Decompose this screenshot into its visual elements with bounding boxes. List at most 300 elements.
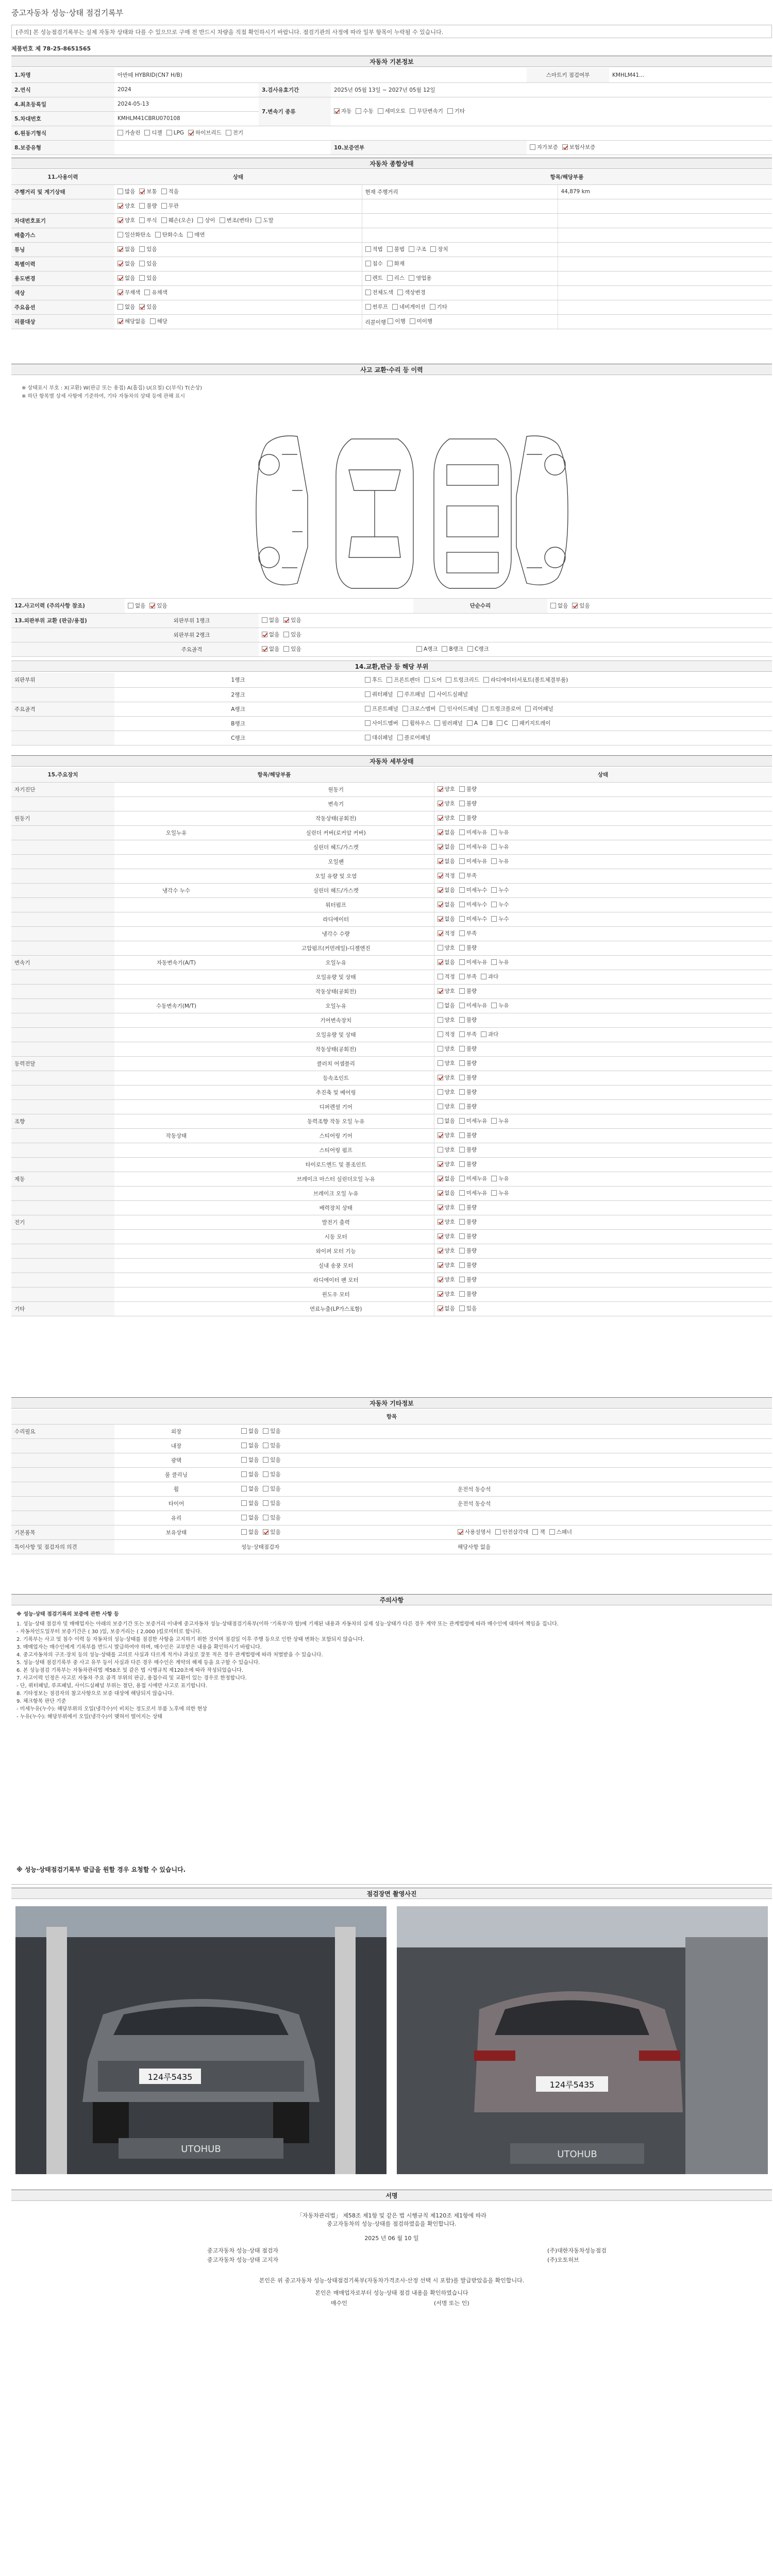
checkbox-option[interactable] [440, 705, 478, 713]
checkbox-option[interactable] [166, 130, 184, 136]
checkbox-option[interactable] [128, 602, 145, 609]
checkbox-icon[interactable] [512, 720, 518, 726]
checkbox-option[interactable] [459, 1045, 477, 1053]
checkbox-option[interactable] [491, 901, 509, 908]
checkbox-icon[interactable] [150, 318, 156, 324]
checkbox-option[interactable] [438, 929, 455, 937]
checkbox-option[interactable] [144, 129, 162, 137]
checkbox-icon[interactable] [438, 815, 443, 821]
checkbox-icon[interactable] [161, 217, 167, 223]
checkbox-icon[interactable] [241, 1457, 247, 1463]
checkbox-icon[interactable] [491, 1003, 497, 1008]
checkbox-option[interactable] [467, 720, 478, 726]
checkbox-option[interactable] [334, 107, 351, 115]
checkbox-option[interactable] [262, 616, 279, 624]
checkbox-option[interactable] [459, 1103, 477, 1110]
checkbox-icon[interactable] [241, 1443, 247, 1448]
checkbox-icon[interactable] [187, 232, 193, 238]
checkbox-icon[interactable] [241, 1500, 247, 1506]
checkbox-icon[interactable] [409, 275, 414, 281]
checkbox-icon[interactable] [416, 646, 422, 652]
checkbox-icon[interactable] [241, 1471, 247, 1477]
checkbox-icon[interactable] [438, 801, 443, 806]
checkbox-option[interactable] [459, 1204, 477, 1211]
checkbox-icon[interactable] [429, 691, 435, 697]
checkbox-icon[interactable] [440, 706, 445, 711]
checkbox-option[interactable] [263, 1456, 280, 1464]
checkbox-option[interactable] [365, 260, 383, 267]
checkbox-icon[interactable] [356, 108, 361, 114]
checkbox-option[interactable] [438, 1304, 455, 1312]
checkbox-icon[interactable] [410, 318, 415, 324]
checkbox-option[interactable] [482, 720, 493, 726]
checkbox-icon[interactable] [438, 1089, 443, 1095]
checkbox-icon[interactable] [459, 1003, 465, 1008]
checkbox-option[interactable] [459, 901, 488, 908]
checkbox-icon[interactable] [424, 677, 430, 683]
checkbox-icon[interactable] [438, 786, 443, 792]
checkbox-icon[interactable] [386, 677, 392, 683]
checkbox-icon[interactable] [263, 1515, 268, 1520]
checkbox-icon[interactable] [459, 1219, 465, 1225]
checkbox-option[interactable] [438, 1002, 455, 1009]
checkbox-option[interactable] [481, 973, 498, 980]
checkbox-icon[interactable] [241, 1529, 247, 1535]
checkbox-option[interactable] [397, 289, 426, 296]
checkbox-option[interactable] [187, 231, 205, 239]
checkbox-icon[interactable] [365, 261, 371, 266]
checkbox-icon[interactable] [438, 902, 443, 907]
checkbox-icon[interactable] [117, 232, 123, 238]
checkbox-option[interactable] [491, 886, 509, 894]
checkbox-icon[interactable] [365, 275, 371, 281]
checkbox-icon[interactable] [128, 603, 133, 608]
checkbox-icon[interactable] [459, 1118, 465, 1124]
checkbox-icon[interactable] [263, 1529, 268, 1535]
checkbox-option[interactable] [438, 1189, 455, 1197]
checkbox-icon[interactable] [263, 1457, 268, 1463]
checkbox-icon[interactable] [525, 706, 531, 711]
checkbox-option[interactable] [139, 303, 157, 311]
checkbox-option[interactable] [497, 720, 508, 726]
checkbox-option[interactable] [459, 958, 488, 966]
checkbox-option[interactable] [459, 785, 477, 793]
checkbox-icon[interactable] [459, 1132, 465, 1138]
checkbox-option[interactable] [459, 1002, 488, 1009]
checkbox-icon[interactable] [459, 1017, 465, 1023]
checkbox-icon[interactable] [365, 677, 371, 683]
checkbox-icon[interactable] [459, 1248, 465, 1253]
checkbox-option[interactable] [365, 289, 394, 296]
checkbox-option[interactable] [549, 1528, 572, 1536]
checkbox-option[interactable] [117, 188, 135, 195]
checkbox-option[interactable] [491, 843, 509, 851]
checkbox-option[interactable] [459, 886, 488, 894]
checkbox-option[interactable] [263, 1499, 280, 1507]
checkbox-icon[interactable] [438, 1031, 443, 1037]
checkbox-option[interactable] [491, 1002, 509, 1009]
checkbox-option[interactable] [365, 705, 398, 713]
checkbox-icon[interactable] [365, 735, 371, 740]
checkbox-option[interactable] [424, 676, 442, 684]
checkbox-option[interactable] [459, 1218, 477, 1226]
checkbox-icon[interactable] [263, 1428, 268, 1434]
checkbox-option[interactable] [378, 107, 406, 115]
checkbox-option[interactable] [392, 303, 426, 311]
checkbox-option[interactable] [117, 231, 151, 239]
checkbox-option[interactable] [149, 602, 167, 609]
checkbox-icon[interactable] [459, 1046, 465, 1052]
checkbox-option[interactable] [438, 814, 455, 822]
checkbox-icon[interactable] [397, 691, 403, 697]
checkbox-option[interactable] [459, 857, 488, 865]
checkbox-icon[interactable] [491, 916, 497, 922]
checkbox-icon[interactable] [438, 916, 443, 922]
checkbox-option[interactable] [139, 274, 157, 282]
checkbox-icon[interactable] [334, 108, 340, 114]
checkbox-icon[interactable] [139, 203, 145, 209]
checkbox-icon[interactable] [495, 1529, 501, 1535]
checkbox-option[interactable] [365, 245, 383, 253]
checkbox-option[interactable] [139, 245, 157, 253]
checkbox-option[interactable] [429, 690, 468, 698]
checkbox-icon[interactable] [572, 603, 578, 608]
checkbox-option[interactable] [410, 107, 443, 115]
checkbox-icon[interactable] [241, 1428, 247, 1434]
checkbox-option[interactable] [241, 1442, 259, 1449]
checkbox-icon[interactable] [365, 246, 371, 252]
checkbox-icon[interactable] [483, 677, 489, 683]
checkbox-option[interactable] [197, 216, 215, 224]
checkbox-icon[interactable] [117, 189, 123, 194]
checkbox-option[interactable] [438, 1247, 455, 1255]
checkbox-option[interactable] [459, 1290, 477, 1298]
checkbox-icon[interactable] [459, 1262, 465, 1268]
checkbox-option[interactable] [442, 645, 463, 653]
checkbox-icon[interactable] [139, 217, 145, 223]
checkbox-icon[interactable] [438, 829, 443, 835]
checkbox-option[interactable] [459, 929, 477, 937]
checkbox-icon[interactable] [459, 916, 465, 922]
checkbox-option[interactable] [161, 202, 179, 210]
checkbox-icon[interactable] [459, 1176, 465, 1181]
checkbox-option[interactable] [438, 886, 455, 894]
checkbox-option[interactable] [155, 231, 183, 239]
checkbox-option[interactable] [365, 719, 398, 727]
checkbox-icon[interactable] [438, 1003, 443, 1008]
checkbox-option[interactable] [262, 631, 279, 638]
checkbox-icon[interactable] [378, 108, 383, 114]
checkbox-option[interactable] [491, 857, 509, 865]
checkbox-icon[interactable] [562, 144, 568, 150]
checkbox-icon[interactable] [197, 217, 203, 223]
checkbox-icon[interactable] [438, 1248, 443, 1253]
checkbox-option[interactable] [491, 1189, 509, 1197]
checkbox-icon[interactable] [434, 720, 440, 726]
checkbox-icon[interactable] [459, 1060, 465, 1066]
checkbox-option[interactable] [409, 245, 426, 253]
checkbox-icon[interactable] [459, 902, 465, 907]
checkbox-icon[interactable] [263, 1443, 268, 1448]
checkbox-icon[interactable] [481, 1031, 486, 1037]
checkbox-option[interactable] [241, 1499, 259, 1507]
checkbox-icon[interactable] [438, 930, 443, 936]
checkbox-icon[interactable] [438, 1219, 443, 1225]
checkbox-option[interactable] [459, 1247, 477, 1255]
checkbox-icon[interactable] [188, 130, 194, 135]
checkbox-icon[interactable] [459, 1147, 465, 1153]
checkbox-option[interactable] [532, 1528, 545, 1536]
checkbox-icon[interactable] [166, 130, 172, 135]
checkbox-icon[interactable] [438, 1132, 443, 1138]
checkbox-icon[interactable] [438, 1046, 443, 1052]
checkbox-option[interactable] [438, 1059, 455, 1067]
checkbox-option[interactable] [438, 1218, 455, 1226]
checkbox-option[interactable] [438, 1030, 455, 1038]
checkbox-option[interactable] [220, 216, 252, 224]
checkbox-icon[interactable] [497, 720, 502, 726]
checkbox-icon[interactable] [481, 974, 486, 979]
checkbox-icon[interactable] [491, 959, 497, 965]
checkbox-icon[interactable] [149, 603, 155, 608]
checkbox-icon[interactable] [491, 858, 497, 864]
checkbox-option[interactable] [438, 1088, 455, 1096]
checkbox-icon[interactable] [241, 1515, 247, 1520]
checkbox-icon[interactable] [459, 858, 465, 864]
checkbox-icon[interactable] [283, 617, 289, 623]
checkbox-option[interactable] [438, 1131, 455, 1139]
checkbox-icon[interactable] [220, 217, 225, 223]
checkbox-option[interactable] [438, 973, 455, 980]
checkbox-icon[interactable] [438, 1306, 443, 1311]
checkbox-option[interactable] [365, 734, 393, 741]
checkbox-option[interactable] [117, 289, 140, 296]
checkbox-icon[interactable] [459, 945, 465, 951]
checkbox-option[interactable] [150, 317, 167, 325]
checkbox-icon[interactable] [459, 829, 465, 835]
checkbox-option[interactable] [386, 676, 420, 684]
checkbox-option[interactable] [438, 1276, 455, 1283]
checkbox-option[interactable] [241, 1470, 259, 1478]
checkbox-icon[interactable] [392, 304, 398, 310]
checkbox-option[interactable] [491, 828, 509, 836]
checkbox-icon[interactable] [409, 246, 414, 252]
checkbox-icon[interactable] [117, 130, 123, 135]
checkbox-icon[interactable] [438, 1205, 443, 1210]
checkbox-option[interactable] [241, 1528, 259, 1536]
checkbox-icon[interactable] [459, 1075, 465, 1080]
checkbox-option[interactable] [410, 317, 432, 325]
checkbox-icon[interactable] [365, 706, 371, 711]
checkbox-icon[interactable] [438, 1176, 443, 1181]
checkbox-option[interactable] [430, 245, 448, 253]
checkbox-icon[interactable] [438, 1161, 443, 1167]
checkbox-option[interactable] [139, 202, 157, 210]
checkbox-icon[interactable] [459, 930, 465, 936]
checkbox-icon[interactable] [491, 844, 497, 850]
checkbox-option[interactable] [438, 1045, 455, 1053]
checkbox-option[interactable] [481, 1030, 498, 1038]
checkbox-option[interactable] [283, 631, 301, 638]
checkbox-option[interactable] [483, 676, 568, 684]
checkbox-icon[interactable] [438, 1017, 443, 1023]
checkbox-option[interactable] [365, 303, 388, 311]
checkbox-option[interactable] [365, 690, 393, 698]
checkbox-icon[interactable] [397, 735, 403, 740]
checkbox-option[interactable] [263, 1514, 280, 1521]
checkbox-option[interactable] [402, 719, 431, 727]
checkbox-icon[interactable] [263, 1486, 268, 1492]
checkbox-option[interactable] [438, 1204, 455, 1211]
checkbox-option[interactable] [459, 1276, 477, 1283]
checkbox-icon[interactable] [530, 144, 535, 150]
checkbox-option[interactable] [263, 1442, 280, 1449]
checkbox-option[interactable] [459, 1304, 477, 1312]
checkbox-option[interactable] [491, 915, 509, 923]
checkbox-icon[interactable] [283, 632, 289, 637]
checkbox-icon[interactable] [442, 646, 447, 652]
checkbox-icon[interactable] [532, 1529, 538, 1535]
checkbox-option[interactable] [438, 1103, 455, 1110]
checkbox-option[interactable] [459, 915, 488, 923]
checkbox-option[interactable] [438, 1146, 455, 1154]
checkbox-option[interactable] [491, 958, 509, 966]
checkbox-option[interactable] [438, 944, 455, 952]
checkbox-icon[interactable] [459, 1277, 465, 1282]
checkbox-option[interactable] [459, 1117, 488, 1125]
checkbox-option[interactable] [139, 216, 157, 224]
checkbox-icon[interactable] [438, 1262, 443, 1268]
checkbox-icon[interactable] [226, 130, 231, 135]
checkbox-icon[interactable] [241, 1486, 247, 1492]
checkbox-icon[interactable] [117, 217, 123, 223]
checkbox-icon[interactable] [283, 646, 289, 652]
checkbox-icon[interactable] [458, 1529, 463, 1535]
checkbox-icon[interactable] [459, 1306, 465, 1311]
checkbox-icon[interactable] [438, 1277, 443, 1282]
checkbox-icon[interactable] [117, 246, 123, 252]
checkbox-icon[interactable] [117, 318, 123, 324]
checkbox-option[interactable] [117, 274, 135, 282]
checkbox-option[interactable] [117, 216, 135, 224]
checkbox-option[interactable] [459, 1088, 477, 1096]
checkbox-icon[interactable] [262, 632, 267, 637]
checkbox-icon[interactable] [482, 706, 488, 711]
checkbox-option[interactable] [161, 216, 194, 224]
checkbox-option[interactable] [447, 107, 465, 115]
checkbox-icon[interactable] [438, 1104, 443, 1109]
checkbox-option[interactable] [438, 901, 455, 908]
checkbox-icon[interactable] [446, 677, 451, 683]
checkbox-option[interactable] [459, 843, 488, 851]
checkbox-option[interactable] [446, 676, 479, 684]
checkbox-option[interactable] [438, 1261, 455, 1269]
checkbox-icon[interactable] [467, 646, 473, 652]
checkbox-icon[interactable] [387, 261, 393, 266]
checkbox-icon[interactable] [438, 988, 443, 994]
checkbox-icon[interactable] [459, 873, 465, 878]
checkbox-icon[interactable] [438, 1190, 443, 1196]
checkbox-option[interactable] [365, 676, 382, 684]
checkbox-option[interactable] [438, 1290, 455, 1298]
checkbox-icon[interactable] [161, 189, 167, 194]
checkbox-icon[interactable] [117, 275, 123, 281]
checkbox-icon[interactable] [438, 1147, 443, 1153]
checkbox-icon[interactable] [262, 646, 267, 652]
checkbox-option[interactable] [438, 1160, 455, 1168]
checkbox-option[interactable] [438, 1117, 455, 1125]
checkbox-option[interactable] [117, 129, 140, 137]
checkbox-icon[interactable] [459, 974, 465, 979]
checkbox-option[interactable] [241, 1456, 259, 1464]
checkbox-option[interactable] [188, 129, 222, 137]
checkbox-option[interactable] [117, 245, 135, 253]
checkbox-option[interactable] [459, 1160, 477, 1168]
checkbox-icon[interactable] [139, 261, 145, 266]
checkbox-option[interactable] [144, 289, 167, 296]
checkbox-icon[interactable] [482, 720, 488, 726]
checkbox-icon[interactable] [491, 902, 497, 907]
checkbox-option[interactable] [356, 107, 373, 115]
checkbox-option[interactable] [459, 973, 477, 980]
checkbox-option[interactable] [226, 129, 243, 137]
checkbox-option[interactable] [388, 317, 405, 325]
checkbox-option[interactable] [139, 188, 157, 195]
checkbox-icon[interactable] [438, 1118, 443, 1124]
checkbox-icon[interactable] [117, 203, 123, 209]
checkbox-icon[interactable] [430, 304, 435, 310]
checkbox-option[interactable] [241, 1514, 259, 1521]
checkbox-option[interactable] [438, 958, 455, 966]
checkbox-icon[interactable] [402, 720, 408, 726]
checkbox-option[interactable] [459, 1131, 477, 1139]
checkbox-icon[interactable] [459, 1089, 465, 1095]
checkbox-option[interactable] [438, 915, 455, 923]
checkbox-icon[interactable] [438, 1291, 443, 1297]
checkbox-option[interactable] [438, 843, 455, 851]
checkbox-icon[interactable] [256, 217, 261, 223]
checkbox-option[interactable] [409, 274, 431, 282]
checkbox-option[interactable] [387, 245, 405, 253]
checkbox-option[interactable] [397, 690, 426, 698]
checkbox-option[interactable] [438, 857, 455, 865]
checkbox-icon[interactable] [262, 617, 267, 623]
checkbox-option[interactable] [459, 1146, 477, 1154]
checkbox-icon[interactable] [155, 232, 161, 238]
checkbox-icon[interactable] [491, 887, 497, 893]
checkbox-icon[interactable] [410, 108, 415, 114]
checkbox-option[interactable] [459, 828, 488, 836]
checkbox-icon[interactable] [459, 844, 465, 850]
checkbox-icon[interactable] [402, 706, 408, 711]
checkbox-icon[interactable] [459, 786, 465, 792]
checkbox-icon[interactable] [263, 1471, 268, 1477]
checkbox-icon[interactable] [117, 290, 123, 295]
checkbox-icon[interactable] [459, 887, 465, 893]
checkbox-icon[interactable] [365, 720, 371, 726]
checkbox-icon[interactable] [438, 959, 443, 965]
checkbox-icon[interactable] [144, 130, 150, 135]
checkbox-option[interactable] [459, 1189, 488, 1197]
checkbox-option[interactable] [572, 602, 590, 609]
checkbox-icon[interactable] [459, 1104, 465, 1109]
checkbox-icon[interactable] [263, 1500, 268, 1506]
checkbox-option[interactable] [283, 616, 301, 624]
checkbox-option[interactable] [459, 872, 477, 879]
checkbox-option[interactable] [438, 872, 455, 879]
checkbox-option[interactable] [458, 1528, 491, 1536]
checkbox-option[interactable] [434, 719, 463, 727]
